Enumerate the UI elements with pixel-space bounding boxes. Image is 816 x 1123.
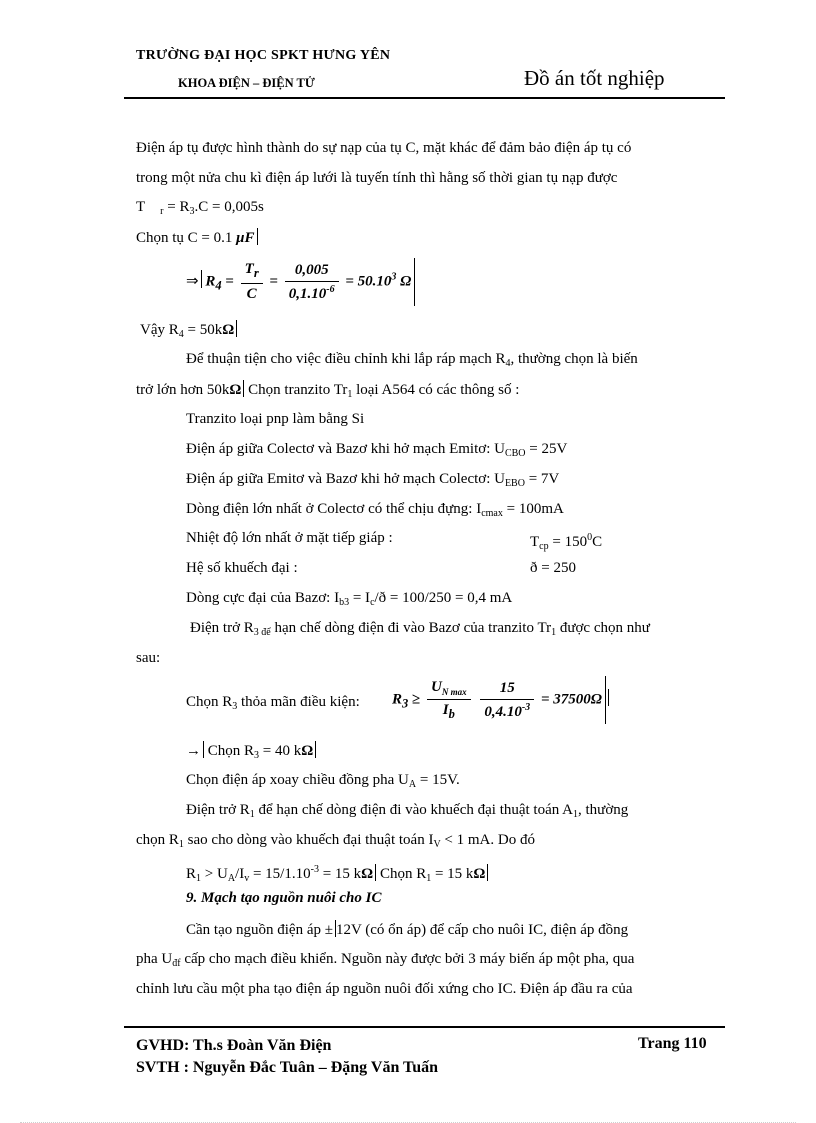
spec-line: Hệ số khuếch đại :: [186, 560, 298, 576]
spec-value: ð = 250: [530, 560, 576, 576]
paragraph-line: Để thuận tiện cho việc điều chỉnh khi lắp ráp mạch $R_4$, thường chọn là biến: [186, 351, 638, 369]
r1-result-line: $R_1 > U_A/I_v = 15/1.10^{-3} = 15$ kΩ Chọn $R_1 = 15$ kΩ: [186, 861, 488, 888]
r3-condition-label: Chọn $R_3$ thỏa mãn điều kiện:: [186, 694, 360, 712]
paragraph-line: pha $U_{đf}$ cấp cho mạch điều khiển. Nguồn này được bởi 3 máy biến áp một pha, qua: [136, 951, 635, 969]
section-heading: 9. Mạch tạo nguồn nuôi cho IC: [186, 890, 382, 906]
time-constant-line: T $_r = R_3.C = 0,005s$: [136, 199, 264, 217]
page-number: Trang 110: [638, 1035, 707, 1052]
paragraph-line: Chọn điện áp xoay chiều đồng pha $U_A = 15V$.: [186, 772, 460, 790]
formula-r3: $R_3$ ≥ $\frac{U_{N max}}{I_b}$ $\frac{15}{0,4.10^{-3}}$ = 37500Ω: [392, 676, 609, 724]
footer-rule: [124, 1026, 725, 1028]
footer-authors: [136, 1035, 438, 1079]
fraction-r3-value: $\frac{15}{0,4.10^{-3}}$: [480, 680, 534, 721]
spec-value: $T_{cp} = 150^0C$: [530, 532, 603, 552]
spec-line: Điện áp giữa Colectơ và Bazơ khi hở mạch Emitơ: $U_{CBO} = 25V$: [186, 441, 568, 459]
paragraph-line: Điện trở $R_{3 để}$ hạn chế dòng điện đi vào Bazơ của tranzito $Tr_1$ được chọn như: [190, 620, 650, 638]
capacitor-choice-line: Chọn tụ C = 0.1 μF: [136, 228, 258, 247]
paragraph-line: Điện trở $R_1$ để hạn chế dòng điện đi vào khuếch đại thuật toán $A_1$, thường: [186, 802, 629, 820]
header-rule: [124, 97, 725, 99]
department-name: KHOA ĐIỆN – ĐIỆN TỬ: [178, 76, 315, 90]
paragraph-line: Cần tạo nguồn điện áp ± 12V (có ổn áp) để cấp cho nuôi IC, điện áp đồng: [186, 922, 629, 938]
r4-result-line: Vậy $R_4 = 50k\Omega$: [140, 320, 237, 344]
spec-line: Dòng điện lớn nhất ở Colectơ có thể chịu đựng: $I_{cmax} = 100mA$: [186, 501, 564, 519]
fraction-value: $\frac{0,005}{0,1.10^{-6}}$: [285, 262, 339, 303]
paragraph-line: trong một nửa chu kì điện áp lưới là tuyến tính thì hằng số thời gian tụ nạp được: [136, 170, 618, 186]
fraction-tr-over-c: $\frac{T_r}{C}$: [241, 261, 263, 303]
paragraph-line: trở lớn hơn 50kΩ Chọn tranzito $Tr_1$ loại A564 có các thông số :: [136, 382, 520, 400]
spec-line: Tranzito loại pnp làm bằng Si: [186, 411, 365, 427]
spec-line: Dòng cực đại của Bazơ: $I_{b3}$ = $I_c/ð = 100/250 = 0,4$ mA: [186, 590, 513, 608]
paragraph-line: Điện áp tụ được hình thành do sự nạp của tụ C, mặt khác để đảm bảo điện áp tụ có: [136, 140, 632, 156]
paragraph-line: sau:: [136, 650, 161, 666]
document-title: Đồ án tốt nghiệp: [524, 66, 665, 90]
paragraph-line: chỉnh lưu cầu một pha tạo điện áp nguồn nuôi đối xứng cho IC. Điện áp đầu ra của: [136, 981, 633, 997]
paragraph-line: chọn $R_1$ sao cho dòng vào khuếch đại thuật toán $I_V < 1$ mA. Do đó: [136, 832, 535, 850]
supervisor-line: GVHD: Th.s Đoàn Văn Điện: [136, 1037, 332, 1054]
fraction-u-over-i: $\frac{U_{N max}}{I_b}$: [427, 679, 471, 722]
spec-line: Nhiệt độ lớn nhất ở mặt tiếp giáp :: [186, 530, 393, 546]
spec-line: Điện áp giữa Emitơ và Bazơ khi hở mạch Colectơ: $U_{EBO} = 7V$: [186, 471, 560, 489]
r3-choice-line: → Chọn $R_3 = 40$ kΩ: [186, 741, 316, 765]
school-name: TRƯỜNG ĐẠI HỌC SPKT HƯNG YÊN: [136, 48, 391, 63]
students-line: SVTH : Nguyễn Đắc Tuân – Đặng Văn Tuấn: [136, 1059, 439, 1076]
formula-r4: ⇒ $R_4$ = $\frac{T_r}{C}$ = $\frac{0,005}{0,1.10^{-6}}$ = $50.10^3$ Ω: [186, 258, 415, 306]
